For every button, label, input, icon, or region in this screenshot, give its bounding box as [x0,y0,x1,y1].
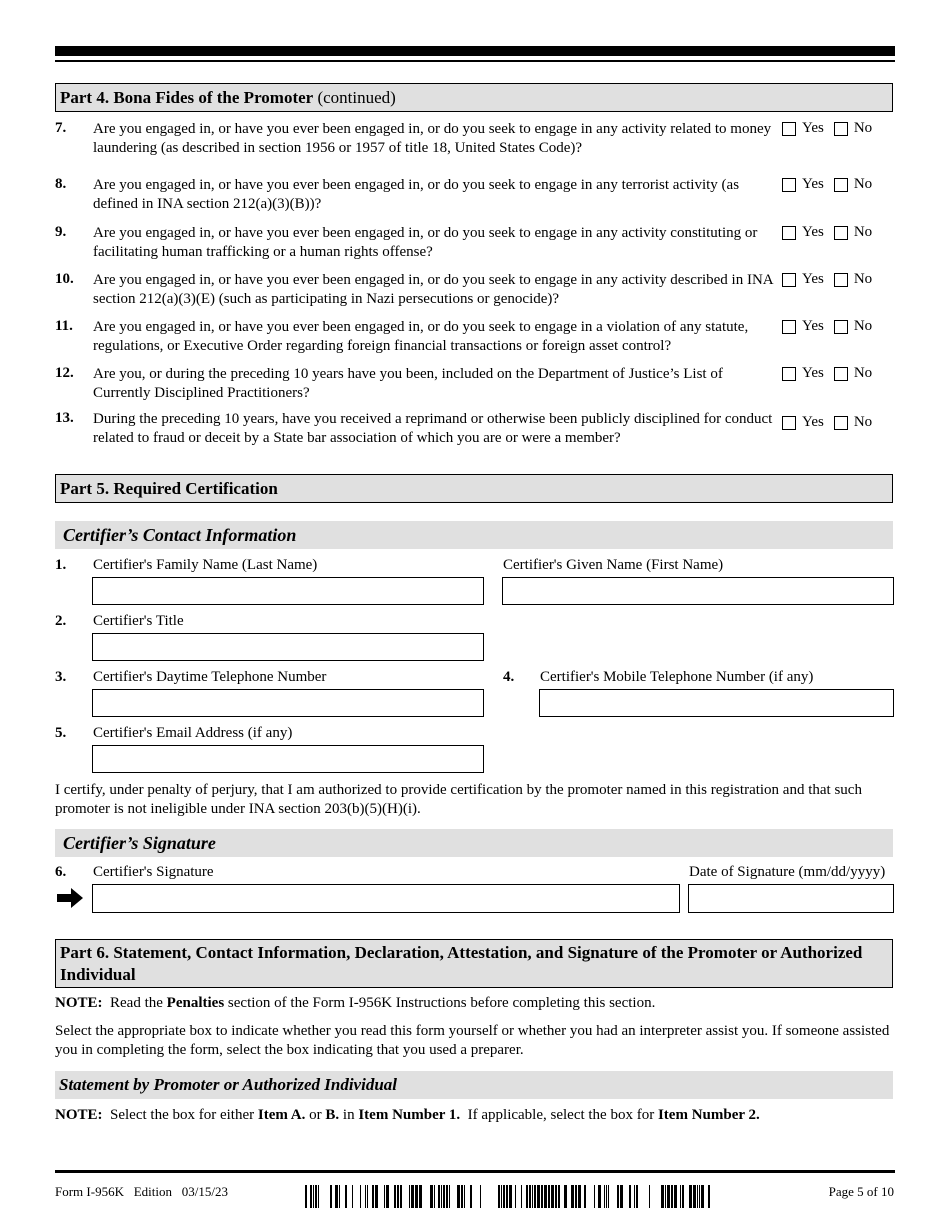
page-number: Page 5 of 10 [828,1184,894,1199]
yes-checkbox[interactable] [782,273,796,287]
yes-label: Yes [802,224,824,240]
item-number-2-bold: Item Number 2. [657,1107,760,1123]
no-checkbox[interactable] [834,226,848,240]
note-text: in [339,1107,359,1123]
statement-header: Statement by Promoter or Authorized Individual [55,1071,893,1099]
note-text: section of the Form I-956K Instructions before completing this section. [224,995,656,1011]
note-text: Read the [102,995,167,1011]
yes-checkbox[interactable] [782,226,796,240]
yes-no-group [782,271,872,288]
field-6-number: 6. [55,864,67,880]
yes-checkbox[interactable] [782,178,796,192]
question-text: Are you engaged in, or have you ever been engaged in, or do you seek to engage in a violation of any statute, regulations, or Executive Order regarding foreign financial transactions or foreign asset control? [93,319,749,354]
question-number: 13. [55,410,74,426]
yes-label: Yes [802,365,824,381]
mobile-phone-input[interactable] [539,689,894,717]
item-a-bold: Item A. [257,1107,306,1123]
family-name-input[interactable] [92,577,484,605]
no-label: No [853,414,873,430]
no-label: No [853,120,873,136]
yes-no-group [782,224,872,241]
yes-checkbox[interactable] [782,416,796,430]
signature-label: Certifier's Signature [93,864,214,880]
question-text: Are you engaged in, or have you ever been engaged in, or do you seek to engage in any activity related to money laundering (as described in section 1956 or 1957 of title 18, United States Code)? [93,121,772,156]
note-label: NOTE: [55,1107,103,1123]
certification-statement: I certify, under penalty of perjury, that I am authorized to provide certification by the promoter named in this registration and that such promoter is not ineligible under INA section 203(b)(5)(H)(i). [55,782,862,817]
no-label: No [853,176,873,192]
yes-no-group [782,365,872,382]
penalties-bold: Penalties [166,995,225,1011]
yes-label: Yes [802,120,824,136]
no-checkbox[interactable] [834,416,848,430]
signature-input[interactable] [92,884,680,913]
question-number: 12. [55,365,74,381]
question-number: 11. [55,318,73,334]
field-4-number: 4. [503,669,515,685]
question-number: 8. [55,176,67,192]
question-number: 10. [55,271,74,287]
part4-title-continued: (continued) [313,88,396,107]
title-label: Certifier's Title [93,613,184,629]
item-number-1-bold: Item Number 1. [358,1107,461,1123]
question-text: Are you, or during the preceding 10 years have you been, included on the Department of Justice’s List of Currently Disciplined Practitioners? [93,366,723,401]
yes-no-group [782,176,872,193]
no-checkbox[interactable] [834,178,848,192]
select-instructions: Select the appropriate box to indicate whether you read this form yourself or whether you had an interpreter assist you. If someone assisted you in completing the form, select the box indicating that you used a preparer. [55,1023,890,1058]
question-number: 7. [55,120,67,136]
field-1-number: 1. [55,557,67,573]
yes-label: Yes [802,271,824,287]
yes-no-group [782,318,872,335]
part6-header: Part 6. Statement, Contact Information, Declaration, Attestation, and Signature of the Promoter or Authorized Individual [55,939,893,988]
form-edition: Form I-956K Edition 03/15/23 [55,1184,228,1199]
field-2-number: 2. [55,613,67,629]
contact-info-header: Certifier’s Contact Information [55,521,893,549]
yes-no-group [782,120,872,137]
question-text: Are you engaged in, or have you ever been engaged in, or do you seek to engage in any activity described in INA section 212(a)(3)(E) (such as participating in Nazi persecutions or genocide)? [93,272,773,307]
footer-rule [55,1170,895,1173]
item-b-bold: B. [325,1107,340,1123]
yes-label: Yes [802,318,824,334]
no-label: No [853,318,873,334]
yes-checkbox[interactable] [782,122,796,136]
field-3-number: 3. [55,669,67,685]
part4-header [55,83,893,112]
part5-header: Part 5. Required Certification [55,474,893,503]
part6-note-2 [55,1106,895,1125]
no-checkbox[interactable] [834,320,848,334]
question-text: During the preceding 10 years, have you received a reprimand or otherwise been publicly disciplined for conduct related to fraud or deceit by a State bar association of which you are or were a member? [93,411,773,446]
part4-title: Part 4. Bona Fides of the Promoter [60,88,314,107]
arrow-right-icon [57,888,83,908]
note-text: If applicable, select the box for [460,1107,658,1123]
family-name-label: Certifier's Family Name (Last Name) [93,557,318,573]
no-checkbox[interactable] [834,367,848,381]
no-checkbox[interactable] [834,122,848,136]
question-number: 9. [55,224,67,240]
no-label: No [853,365,873,381]
given-name-label: Certifier's Given Name (First Name) [503,557,724,573]
email-label: Certifier's Email Address (if any) [93,725,293,741]
top-rule-thin [55,60,895,62]
no-label: No [853,224,873,240]
yes-label: Yes [802,414,824,430]
question-text: Are you engaged in, or have you ever been engaged in, or do you seek to engage in any activity constituting or facilitating human trafficking or a human rights offense? [93,225,758,260]
yes-checkbox[interactable] [782,367,796,381]
top-rule-thick [55,46,895,56]
part6-note-1 [55,994,895,1013]
yes-no-group [782,414,872,431]
note-text: Select the box for either [102,1107,258,1123]
field-5-number: 5. [55,725,67,741]
note-label: NOTE: [55,995,103,1011]
signature-header: Certifier’s Signature [55,829,893,857]
title-input[interactable] [92,633,484,661]
mobile-phone-label: Certifier's Mobile Telephone Number (if any) [540,669,814,685]
yes-label: Yes [802,176,824,192]
daytime-phone-input[interactable] [92,689,484,717]
question-text: Are you engaged in, or have you ever been engaged in, or do you seek to engage in any terrorist activity (as defined in INA section 212(a)(3)(B))? [93,177,740,212]
note-text: or [305,1107,326,1123]
yes-checkbox[interactable] [782,320,796,334]
given-name-input[interactable] [502,577,894,605]
email-input[interactable] [92,745,484,773]
daytime-phone-label: Certifier's Daytime Telephone Number [93,669,327,685]
no-label: No [853,271,873,287]
no-checkbox[interactable] [834,273,848,287]
barcode-image [305,1185,713,1208]
date-label: Date of Signature (mm/dd/yyyy) [689,864,886,880]
date-input[interactable] [688,884,894,913]
